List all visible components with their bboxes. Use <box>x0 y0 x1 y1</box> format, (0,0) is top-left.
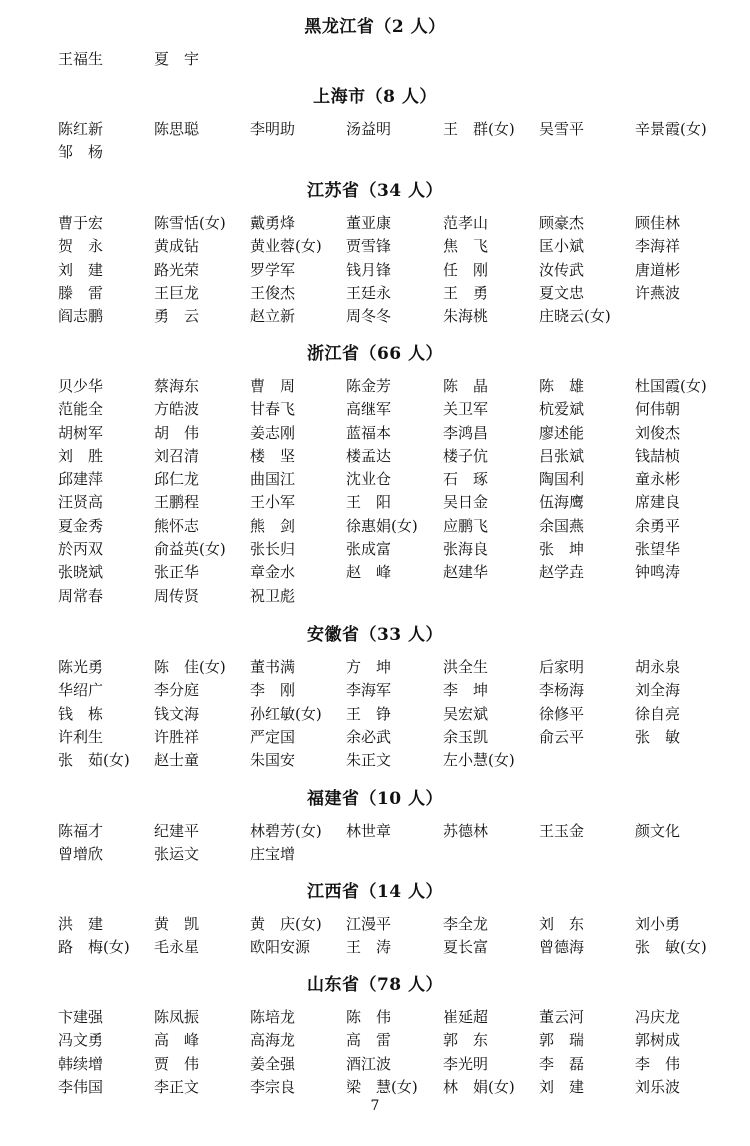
name-row <box>0 585 750 608</box>
person-name: 杭爱斌 <box>539 400 585 419</box>
person-name: 高 雷 <box>346 1031 392 1050</box>
person-name: 王俊杰 <box>250 283 296 302</box>
person-name: 沈业仓 <box>346 470 392 489</box>
name-row <box>0 538 750 561</box>
person-name: 李鸿昌 <box>443 423 489 442</box>
person-name: 童永彬 <box>635 470 681 489</box>
person-name: 熊 剑 <box>250 516 296 535</box>
person-name: 梁 慧(女) <box>346 1077 418 1096</box>
name-row <box>0 820 750 843</box>
person-name: 曹 周 <box>250 377 296 395</box>
person-name: 曾增欣 <box>58 845 104 864</box>
person-name: 董书满 <box>250 658 296 676</box>
person-name: 夏文忠 <box>539 283 585 302</box>
person-name: 余玉凯 <box>443 727 489 746</box>
section <box>0 180 750 328</box>
name-row <box>0 1006 750 1029</box>
person-name: 李正文 <box>154 1077 200 1096</box>
name-row <box>0 679 750 702</box>
person-name: 欧阳安源 <box>250 938 311 957</box>
person-name: 贾 伟 <box>154 1054 200 1073</box>
person-name: 钱文海 <box>154 704 200 723</box>
person-name: 董云河 <box>539 1008 585 1026</box>
person-name: 高海龙 <box>250 1031 296 1050</box>
person-name: 任 刚 <box>443 260 489 279</box>
person-name: 席建良 <box>635 493 681 512</box>
person-name: 陈思聪 <box>154 120 200 138</box>
person-name: 邱仁龙 <box>154 470 200 489</box>
person-name: 辛景霞(女) <box>635 120 707 138</box>
person-name: 洪 建 <box>58 915 104 933</box>
person-name: 刘 胜 <box>58 446 104 465</box>
person-name: 纪建平 <box>154 822 200 840</box>
person-name: 徐惠娟(女) <box>346 516 418 535</box>
name-row <box>0 212 750 235</box>
name-row <box>0 1076 750 1099</box>
person-name: 陈 雄 <box>539 377 585 395</box>
person-name: 高 峰 <box>154 1031 200 1050</box>
name-row <box>0 913 750 936</box>
person-name: 韩续增 <box>58 1054 104 1073</box>
person-name: 张长归 <box>250 540 296 559</box>
person-name: 李 刚 <box>250 681 296 700</box>
person-name: 李宗良 <box>250 1077 296 1096</box>
person-name: 许胜祥 <box>154 727 200 746</box>
person-name: 许利生 <box>58 727 104 746</box>
name-row <box>0 1029 750 1052</box>
person-name: 郭 东 <box>443 1031 489 1050</box>
person-name: 李伟国 <box>58 1077 104 1096</box>
name-row <box>0 48 750 71</box>
person-name: 徐修平 <box>539 704 585 723</box>
name-list <box>0 820 750 867</box>
person-name: 李光明 <box>443 1054 489 1073</box>
person-name: 蔡海东 <box>154 377 200 395</box>
person-name: 林碧芳(女) <box>250 822 322 840</box>
person-name: 酒江波 <box>346 1054 392 1073</box>
person-name: 刘小勇 <box>635 915 681 933</box>
name-row <box>0 1053 750 1076</box>
person-name: 李全龙 <box>443 915 489 933</box>
name-list <box>0 375 750 608</box>
person-name: 黄 凯 <box>154 915 200 933</box>
person-name: 汝传武 <box>539 260 585 279</box>
name-row <box>0 726 750 749</box>
name-row <box>0 118 750 141</box>
person-name: 赵建华 <box>443 563 489 582</box>
person-name: 王 铮 <box>346 704 392 723</box>
person-name: 庄晓云(女) <box>539 307 611 326</box>
person-name: 阎志鹏 <box>58 307 104 326</box>
person-name: 王小军 <box>250 493 296 512</box>
person-name: 左小慧(女) <box>443 751 515 770</box>
section <box>0 788 750 867</box>
person-name: 严定国 <box>250 727 296 746</box>
person-name: 赵学垚 <box>539 563 585 582</box>
section-heading: 福建省（10 人） <box>306 789 444 809</box>
person-name: 陶国利 <box>539 470 585 489</box>
person-name: 胡 伟 <box>154 423 200 442</box>
person-name: 吴宏斌 <box>443 704 489 723</box>
person-name: 陈 伟 <box>346 1008 392 1026</box>
person-name: 顾佳林 <box>635 214 681 232</box>
person-name: 苏德林 <box>443 822 489 840</box>
section <box>0 624 750 772</box>
name-list <box>0 913 750 960</box>
name-row <box>0 398 750 421</box>
person-name: 刘召清 <box>154 446 200 465</box>
person-name: 范能全 <box>58 400 104 419</box>
name-row <box>0 468 750 491</box>
person-name: 刘 东 <box>539 915 585 933</box>
person-name: 贾雪锋 <box>346 237 392 256</box>
person-name: 李海军 <box>346 681 392 700</box>
person-name: 何伟朝 <box>635 400 681 419</box>
person-name: 陈红新 <box>58 120 104 138</box>
person-name: 张 坤 <box>539 540 585 559</box>
person-name: 王 群(女) <box>443 120 515 138</box>
person-name: 夏 宇 <box>154 50 200 68</box>
person-name: 王 勇 <box>443 283 489 302</box>
person-name: 王 涛 <box>346 938 392 957</box>
person-name: 钟鸣涛 <box>635 563 681 582</box>
person-name: 汪贤高 <box>58 493 104 512</box>
name-list <box>0 1006 750 1099</box>
person-name: 王 阳 <box>346 493 392 512</box>
person-name: 罗学军 <box>250 260 296 279</box>
person-name: 李海祥 <box>635 237 681 256</box>
person-name: 陈培龙 <box>250 1008 296 1026</box>
person-name: 张海良 <box>443 540 489 559</box>
person-name: 王鹏程 <box>154 493 200 512</box>
person-name: 杜国霞(女) <box>635 377 707 395</box>
person-name: 王福生 <box>58 50 104 68</box>
person-name: 戴勇烽 <box>250 214 296 232</box>
person-name: 王玉金 <box>539 822 585 840</box>
name-row <box>0 703 750 726</box>
name-list <box>0 48 750 71</box>
person-name: 刘俊杰 <box>635 423 681 442</box>
person-name: 郭 瑞 <box>539 1031 585 1050</box>
section <box>0 86 750 165</box>
person-name: 赵立新 <box>250 307 296 326</box>
person-name: 张 敏(女) <box>635 938 707 957</box>
person-name: 周冬冬 <box>346 307 392 326</box>
section <box>0 881 750 960</box>
person-name: 李分庭 <box>154 681 200 700</box>
person-name: 吴日金 <box>443 493 489 512</box>
person-name: 庄宝增 <box>250 845 296 864</box>
section <box>0 974 750 1099</box>
person-name: 路 梅(女) <box>58 938 130 957</box>
person-name: 范孝山 <box>443 214 489 232</box>
person-name: 焦 飞 <box>443 237 489 256</box>
person-name: 冯庆龙 <box>635 1008 681 1026</box>
person-name: 颜文化 <box>635 822 681 840</box>
section-heading: 上海市（8 人） <box>313 87 437 107</box>
person-name: 刘全海 <box>635 681 681 700</box>
person-name: 赵士童 <box>154 751 200 770</box>
person-name: 黄 庆(女) <box>250 915 322 933</box>
person-name: 赵 峰 <box>346 563 392 582</box>
person-name: 钱月锋 <box>346 260 392 279</box>
person-name: 崔延超 <box>443 1008 489 1026</box>
person-name: 李 磊 <box>539 1054 585 1073</box>
section <box>0 16 750 71</box>
section-heading: 江西省（14 人） <box>306 882 444 902</box>
person-name: 胡树军 <box>58 423 104 442</box>
page-number: 7 <box>370 1098 380 1114</box>
person-name: 毛永星 <box>154 938 200 957</box>
section-heading: 山东省（78 人） <box>306 975 444 995</box>
person-name: 李杨海 <box>539 681 585 700</box>
section-heading: 安徽省（33 人） <box>306 625 444 645</box>
section-heading: 江苏省（34 人） <box>306 181 444 201</box>
section <box>0 343 750 608</box>
person-name: 吕张斌 <box>539 446 585 465</box>
person-name: 高继军 <box>346 400 392 419</box>
person-name: 郭树成 <box>635 1031 681 1050</box>
person-name: 曾德海 <box>539 938 585 957</box>
person-name: 李 坤 <box>443 681 489 700</box>
person-name: 钱 栋 <box>58 704 104 723</box>
person-name: 祝卫彪 <box>250 586 296 605</box>
person-name: 曹于宏 <box>58 214 104 232</box>
person-name: 楼 坚 <box>250 446 296 465</box>
name-row <box>0 491 750 514</box>
name-row <box>0 422 750 445</box>
person-name: 汤益明 <box>346 120 392 138</box>
person-name: 张 茹(女) <box>58 751 130 770</box>
person-name: 曲国江 <box>250 470 296 489</box>
person-name: 余必武 <box>346 727 392 746</box>
person-name: 王廷永 <box>346 283 392 302</box>
name-row <box>0 515 750 538</box>
person-name: 华绍广 <box>58 681 104 700</box>
name-list <box>0 212 750 328</box>
person-name: 孙红敏(女) <box>250 704 322 723</box>
name-row <box>0 936 750 959</box>
person-name: 陈金芳 <box>346 377 392 395</box>
person-name: 章金水 <box>250 563 296 582</box>
person-name: 李 伟 <box>635 1054 681 1073</box>
person-name: 滕 雷 <box>58 283 104 302</box>
person-name: 刘 建 <box>58 260 104 279</box>
person-name: 石 琢 <box>443 470 489 489</box>
person-name: 顾豪杰 <box>539 214 585 232</box>
person-name: 俞云平 <box>539 727 585 746</box>
person-name: 江漫平 <box>346 915 392 933</box>
person-name: 应鹏飞 <box>443 516 489 535</box>
person-name: 楼子伉 <box>443 446 489 465</box>
person-name: 勇 云 <box>154 307 200 326</box>
person-name: 陈雪恬(女) <box>154 214 226 232</box>
person-name: 李明助 <box>250 120 296 138</box>
name-row <box>0 749 750 772</box>
person-name: 邱建萍 <box>58 470 104 489</box>
name-row <box>0 561 750 584</box>
person-name: 冯文勇 <box>58 1031 104 1050</box>
name-row <box>0 656 750 679</box>
person-name: 路光荣 <box>154 260 200 279</box>
name-row <box>0 305 750 328</box>
person-name: 伍海鹰 <box>539 493 585 512</box>
person-name: 徐自亮 <box>635 704 681 723</box>
person-name: 甘春飞 <box>250 400 296 419</box>
name-row <box>0 445 750 468</box>
person-name: 邹 杨 <box>58 143 104 162</box>
person-name: 贝少华 <box>58 377 104 395</box>
person-name: 朱正文 <box>346 751 392 770</box>
person-name: 后家明 <box>539 658 585 676</box>
person-name: 夏金秀 <box>58 516 104 535</box>
person-name: 朱国安 <box>250 751 296 770</box>
person-name: 楼孟达 <box>346 446 392 465</box>
person-name: 张晓斌 <box>58 563 104 582</box>
person-name: 许燕波 <box>635 283 681 302</box>
person-name: 林 娟(女) <box>443 1077 515 1096</box>
person-name: 张正华 <box>154 563 200 582</box>
person-name: 廖述能 <box>539 423 585 442</box>
person-name: 钱喆桢 <box>635 446 681 465</box>
section-heading: 浙江省（66 人） <box>306 344 444 364</box>
person-name: 林世章 <box>346 822 392 840</box>
person-name: 洪全生 <box>443 658 489 676</box>
person-name: 黄业蓉(女) <box>250 237 322 256</box>
name-row <box>0 282 750 305</box>
person-name: 唐道彬 <box>635 260 681 279</box>
section-heading: 黑龙江省（2 人） <box>304 17 446 37</box>
person-name: 熊怀志 <box>154 516 200 535</box>
name-list <box>0 656 750 772</box>
name-row <box>0 235 750 258</box>
person-name: 陈 佳(女) <box>154 658 226 676</box>
person-name: 余国燕 <box>539 516 585 535</box>
person-name: 姜全强 <box>250 1054 296 1073</box>
person-name: 张 敏 <box>635 727 681 746</box>
person-name: 刘乐波 <box>635 1077 681 1096</box>
person-name: 胡永泉 <box>635 658 681 676</box>
person-name: 董亚康 <box>346 214 392 232</box>
name-row <box>0 843 750 866</box>
person-name: 张运文 <box>154 845 200 864</box>
person-name: 匡小斌 <box>539 237 585 256</box>
person-name: 张望华 <box>635 540 681 559</box>
person-name: 黄成钻 <box>154 237 200 256</box>
person-name: 周传贤 <box>154 586 200 605</box>
person-name: 贺 永 <box>58 237 104 256</box>
person-name: 关卫军 <box>443 400 489 419</box>
person-name: 俞益英(女) <box>154 540 226 559</box>
person-name: 陈福才 <box>58 822 104 840</box>
person-name: 方皓波 <box>154 400 200 419</box>
person-name: 於丙双 <box>58 540 104 559</box>
name-row <box>0 375 750 398</box>
person-name: 周常春 <box>58 586 104 605</box>
person-name: 陈凤振 <box>154 1008 200 1026</box>
person-name: 王巨龙 <box>154 283 200 302</box>
person-name: 陈 晶 <box>443 377 489 395</box>
person-name: 刘 建 <box>539 1077 585 1096</box>
name-list <box>0 118 750 165</box>
person-name: 卞建强 <box>58 1008 104 1026</box>
person-name: 吴雪平 <box>539 120 585 138</box>
person-name: 蓝福本 <box>346 423 392 442</box>
person-name: 余勇平 <box>635 516 681 535</box>
person-name: 姜志刚 <box>250 423 296 442</box>
name-row <box>0 259 750 282</box>
person-name: 张成富 <box>346 540 392 559</box>
person-name: 夏长富 <box>443 938 489 957</box>
person-name: 朱海桃 <box>443 307 489 326</box>
name-row <box>0 141 750 164</box>
person-name: 方 坤 <box>346 658 392 676</box>
person-name: 陈光勇 <box>58 658 104 676</box>
